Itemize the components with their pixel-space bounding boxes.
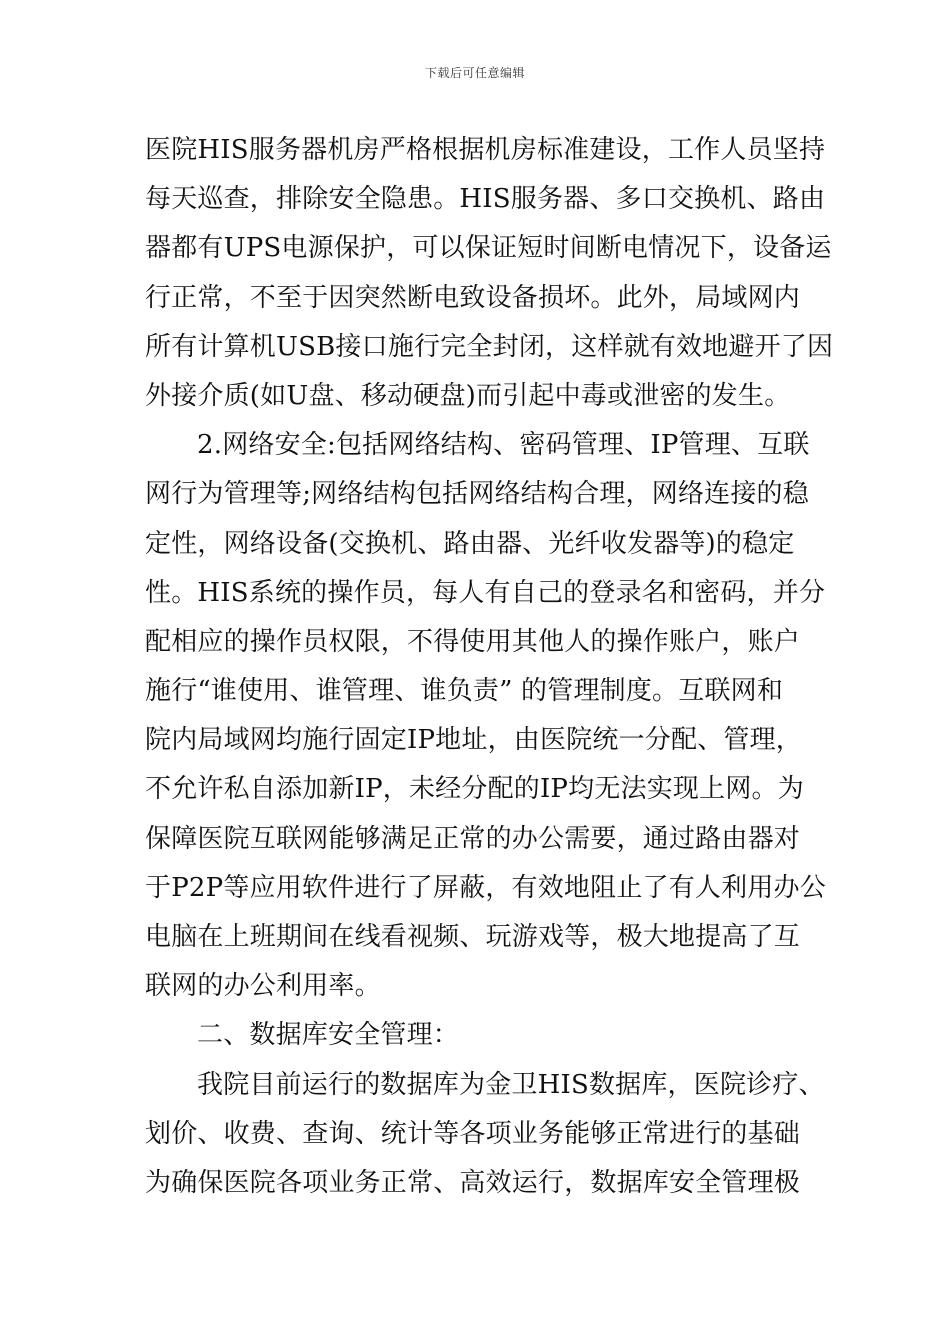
text-line: 每天巡查，排除安全隐患。HIS服务器、多口交换机、路由 — [145, 184, 826, 215]
text-line: 不允许私自添加新IP，未经分配的IP均无法实现上网。为 — [145, 774, 804, 805]
text-line: 保障医院互联网能够满足正常的办公需要，通过路由器对 — [145, 823, 801, 854]
text-line: 外接介质(如U盘、移动硬盘)而引起中毒或泄密的发生。 — [145, 380, 791, 411]
text-line: 于P2P等应用软件进行了屏蔽，有效地阻止了有人利用办公 — [145, 872, 826, 903]
text-line: 院内局域网均施行固定IP地址，由医院统一分配、管理， — [145, 725, 802, 756]
text-line: 所有计算机USB接口施行完全封闭，这样就有效地避开了因 — [145, 331, 834, 362]
paragraph-start-line: 我院目前运行的数据库为金卫HIS数据库，医院诊疗、 — [197, 1069, 825, 1100]
section-heading: 二、数据库安全管理： — [197, 1020, 460, 1051]
text-line: 定性，网络设备(交换机、路由器、光纤收发器等)的稳定 — [145, 528, 795, 559]
text-line: 器都有UPS电源保护，可以保证短时间断电情况下，设备运 — [145, 233, 832, 264]
text-line: 联网的办公利用率。 — [145, 971, 381, 1002]
text-line: 配相应的操作员权限，不得使用其他人的操作账户，账户 — [145, 626, 801, 657]
text-line: 划价、收费、查询、统计等各项业务能够正常进行的基础 — [145, 1118, 801, 1149]
text-line: 行正常，不至于因突然断电致设备损坏。此外，局域网内 — [145, 282, 801, 313]
body-text — [145, 126, 834, 1208]
text-line: 医院HIS服务器机房严格根据机房标准建设，工作人员坚持 — [145, 135, 826, 165]
text-line: 为确保医院各项业务正常、高效运行，数据库安全管理极 — [145, 1167, 801, 1198]
text-line: 电脑在上班期间在线看视频、玩游戏等，极大地提高了互 — [145, 922, 801, 952]
text-line: 网行为管理等;网络结构包括网络结构合理，网络连接的稳 — [145, 479, 809, 510]
paragraph-start-line: 2.网络安全:包括网络结构、密码管理、IP管理、互联 — [197, 430, 810, 461]
text-line: 施行“谁使用、谁管理、谁负责” 的管理制度。互联网和 — [145, 676, 784, 707]
text-line: 性。HIS系统的操作员，每人有自己的登录名和密码，并分 — [145, 577, 826, 608]
page-header: 下载后可任意编辑 — [424, 66, 525, 80]
